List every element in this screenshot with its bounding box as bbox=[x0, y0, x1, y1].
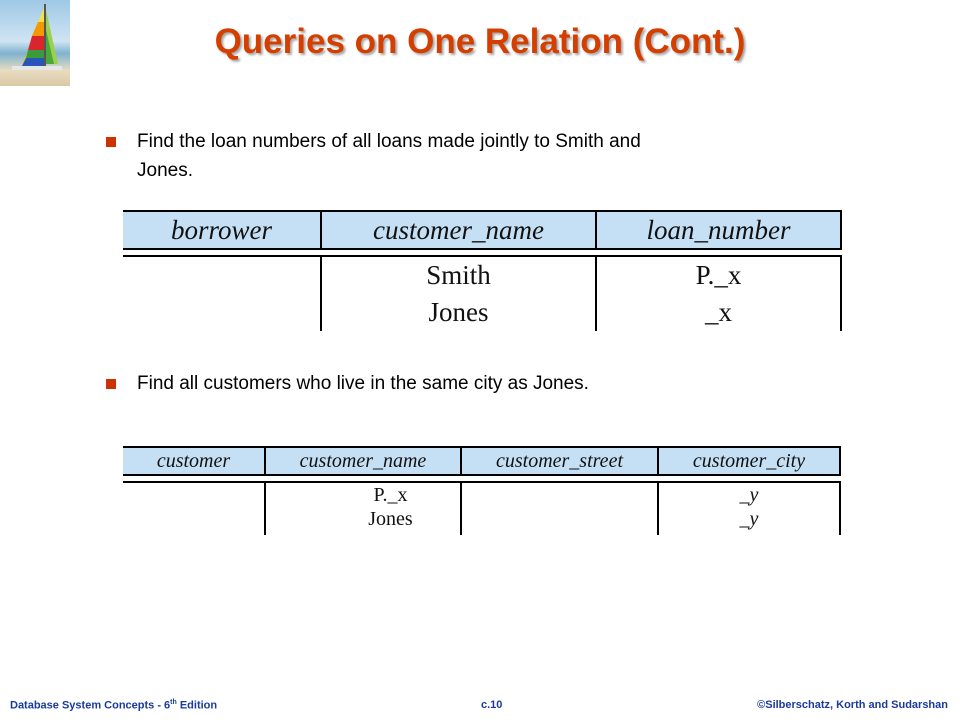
table2-cell-customer-street bbox=[461, 482, 658, 535]
bullet-marker-1 bbox=[106, 137, 116, 147]
table2-header-2: customer_street bbox=[461, 447, 658, 475]
table2-cell-relation bbox=[123, 482, 265, 535]
bullet-text-1 bbox=[137, 127, 641, 185]
qbe-table-customer bbox=[123, 446, 841, 535]
table2-row2-customer-city: _y bbox=[739, 508, 759, 530]
bullet-text-2: Find all customers who live in the same city as Jones. bbox=[137, 373, 589, 394]
footer-edition-sup: th bbox=[170, 699, 177, 706]
table1-row1-loan-number: P._x bbox=[695, 260, 742, 290]
table2-row2-customer-name: Jones bbox=[368, 508, 413, 530]
table2-row1-customer-city: _y bbox=[739, 484, 759, 506]
bullet-text-1-line2: Jones. bbox=[137, 160, 193, 181]
footer-page-number: c.10 bbox=[481, 699, 503, 711]
table2-header-3: customer_city bbox=[658, 447, 840, 475]
table1-row2-customer-name: Jones bbox=[428, 297, 489, 327]
bullet-text-1-line1: Find the loan numbers of all loans made jointly to Smith and bbox=[137, 131, 641, 152]
footer-copyright: ©Silberschatz, Korth and Sudarshan bbox=[757, 699, 948, 711]
bullet-marker-2 bbox=[106, 379, 116, 389]
table1-row2-loan-number: _x bbox=[705, 297, 732, 327]
table2-header-1: customer_name bbox=[265, 447, 461, 475]
qbe-table-borrower bbox=[123, 210, 842, 331]
footer-edition-suffix: Edition bbox=[176, 699, 218, 712]
footer-book: Database System Concepts - 6 bbox=[10, 699, 171, 712]
table1-cell-relation bbox=[123, 256, 321, 331]
slide-title: Queries on One Relation (Cont.) bbox=[214, 22, 746, 61]
table1-cell-loan-number bbox=[596, 256, 841, 331]
table1-row1-customer-name: Smith bbox=[426, 260, 491, 290]
footer-book-title bbox=[10, 699, 217, 712]
table2-cell-customer-city bbox=[658, 482, 840, 535]
table2-row1-customer-name: P._x bbox=[373, 484, 408, 506]
table1-header-0: borrower bbox=[123, 211, 321, 249]
table1-cell-customer-name bbox=[321, 256, 596, 331]
table1-header-2: loan_number bbox=[596, 211, 841, 249]
table2-header-0: customer bbox=[123, 447, 265, 475]
table1-header-1: customer_name bbox=[321, 211, 596, 249]
table2-cell-customer-name bbox=[265, 482, 461, 535]
